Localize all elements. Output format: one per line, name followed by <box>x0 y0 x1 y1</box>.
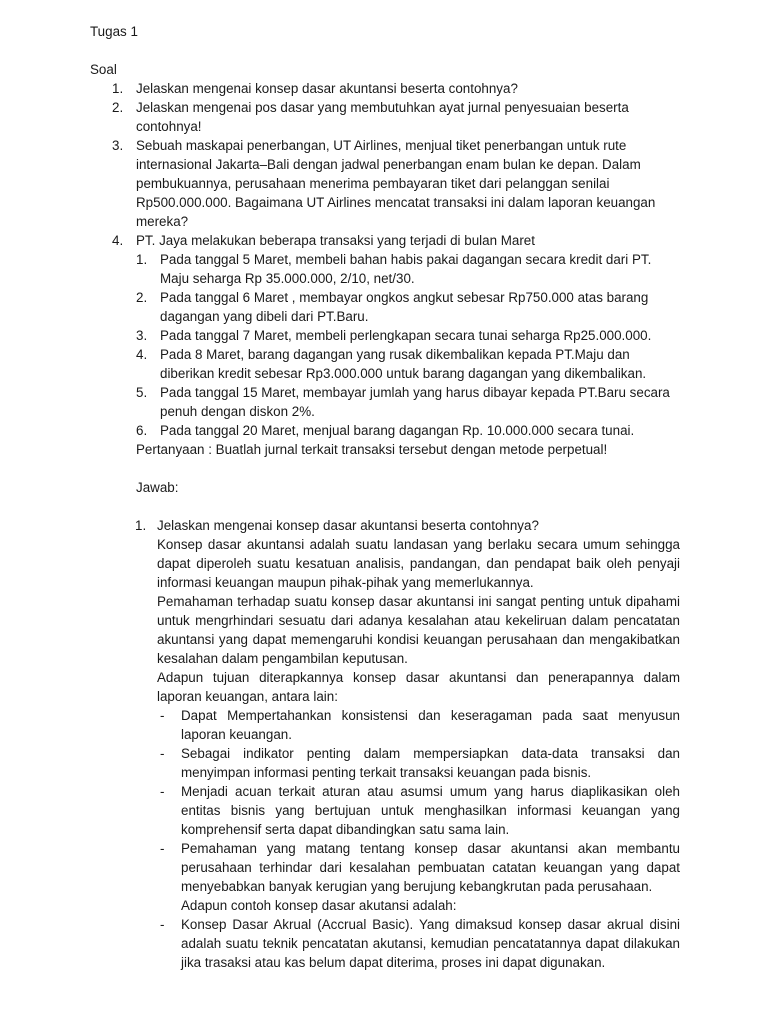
question-text: PT. Jaya melakukan beberapa transaksi yang terjadi di bulan Maret <box>136 233 535 248</box>
example-item <box>157 915 680 972</box>
question-prompt: Pertanyaan : Buatlah jurnal terkait transaksi tersebut dengan metode perpetual! <box>136 442 608 457</box>
answer-paragraph: Adapun tujuan diterapkannya konsep dasar akuntansi dan penerapannya dalam laporan keuangan, antara lain: <box>157 670 684 704</box>
answer-paragraph: Konsep dasar akuntansi adalah suatu landasan yang berlaku secara umum sehingga dapat diperoleh suatu kesatuan analisis, pandangan, dan pendapat baik oleh penyaji informasi keuangan maupun pihak-pihak yang memerlukannya. <box>157 537 684 590</box>
transaction-text: Pada tanggal 20 Maret, menjual barang dagangan Rp. 10.000.000 secara tunai. <box>160 423 635 438</box>
document-title: Tugas 1 <box>90 24 138 39</box>
goal-item <box>157 744 680 782</box>
goal-text: Pemahaman yang matang tentang konsep dasar akuntansi akan membantu perusahaan terhindar dari kesalahan pembuatan catatan keuangan yang dapat menyebabkan banyak kerugian yang berujung kebangkrutan pada perusahaan. <box>181 841 680 894</box>
transaction-item <box>136 421 680 440</box>
answer-paragraph: Adapun contoh konsep dasar akutansi adalah: <box>181 898 457 913</box>
question-number: 2. <box>112 100 124 115</box>
goal-item <box>157 782 680 839</box>
transaction-text: Pada tanggal 6 Maret , membayar ongkos angkut sebesar Rp750.000 atas barang dagangan yang dibeli dari PT.Baru. <box>160 290 649 324</box>
dash-bullet: - <box>160 784 165 799</box>
dash-bullet: - <box>160 746 165 761</box>
transaction-text: Pada tanggal 5 Maret, membeli bahan habis pakai dagangan secara kredit dari PT. Maju seharga Rp 35.000.000, 2/10, net/30. <box>160 252 652 286</box>
goal-item <box>157 839 680 896</box>
goal-text: Dapat Mempertahankan konsistensi dan keseragaman pada saat menyusun laporan keuangan. <box>181 708 680 742</box>
dash-bullet: - <box>160 708 165 723</box>
question-item <box>90 79 680 98</box>
question-item <box>90 136 680 231</box>
question-item <box>90 231 680 459</box>
transaction-number: 4. <box>136 347 148 362</box>
answer-item <box>135 516 684 972</box>
question-list <box>90 79 680 459</box>
transaction-number: 1. <box>136 252 148 267</box>
transaction-number: 6. <box>136 423 148 438</box>
question-text: Jelaskan mengenai konsep dasar akuntansi beserta contohnya? <box>136 81 518 96</box>
answer-question: Jelaskan mengenai konsep dasar akuntansi beserta contohnya? <box>157 518 539 533</box>
example-text: Konsep Dasar Akrual (Accrual Basic). Yang dimaksud konsep dasar akrual disini adalah suatu teknik pencatatan akutansi, kemudian pencatatannya dapat dilakukan jika trasaksi atau kas belum dapat diterima, proses ini dapat digunakan. <box>181 917 680 970</box>
answer-paragraph: Pemahaman terhadap suatu konsep dasar akuntansi ini sangat penting untuk dipahami untuk mengrhindari sesuatu dari adanya kesalahan atau kekeliruan dalam pencatatan akuntansi yang dapat memengaruhi kondisi keuangan perusahaan dan mengakibatkan kesalahan dalam pengambilan keputusan. <box>157 594 684 666</box>
transaction-item <box>136 345 680 383</box>
transaction-item <box>136 288 680 326</box>
question-item <box>90 98 680 136</box>
goal-item <box>157 706 680 744</box>
goal-text: Sebagai indikator penting dalam mempersiapkan data-data transaksi dan menyimpan informasi penting terkait transaksi keuangan pada bisnis. <box>181 746 680 780</box>
transaction-number: 5. <box>136 385 148 400</box>
answer-number: 1. <box>135 518 147 533</box>
transaction-item <box>136 326 680 345</box>
transaction-number: 2. <box>136 290 148 305</box>
jawab-heading: Jawab: <box>136 480 179 495</box>
transaction-text: Pada 8 Maret, barang dagangan yang rusak dikembalikan kepada PT.Maju dan diberikan kredit sebesar Rp3.000.000 untuk barang dagangan yang dikembalikan. <box>160 347 647 381</box>
soal-heading: Soal <box>90 62 117 77</box>
transaction-item <box>136 250 680 288</box>
answer-section <box>90 516 684 972</box>
transaction-item <box>136 383 680 421</box>
question-number: 3. <box>112 138 124 153</box>
transaction-text: Pada tanggal 15 Maret, membayar jumlah yang harus dibayar kepada PT.Baru secara penuh dengan diskon 2%. <box>160 385 670 419</box>
question-number: 4. <box>112 233 124 248</box>
goal-text: Menjadi acuan terkait aturan atau asumsi umum yang harus diaplikasikan oleh entitas bisnis yang bertujuan untuk menghasilkan informasi keuangan yang komprehensif serta dapat dibandingkan satu sama lain. <box>181 784 680 837</box>
transaction-text: Pada tanggal 7 Maret, membeli perlengkapan secara tunai seharga Rp25.000.000. <box>160 328 652 343</box>
question-text: Jelaskan mengenai pos dasar yang membutuhkan ayat jurnal penyesuaian beserta contohnya! <box>136 100 629 134</box>
question-text: Sebuah maskapai penerbangan, UT Airlines, menjual tiket penerbangan untuk rute internasional Jakarta–Bali dengan jadwal penerbangan enam bulan ke depan. Dalam pembukuannya, perusahaan menerima pembayaran tiket dari pelanggan senilai Rp500.000.000. Bagaimana UT Airlines mencatat transaksi ini dalam laporan keuangan mereka? <box>136 138 656 229</box>
dash-bullet: - <box>160 917 165 932</box>
transaction-list <box>136 250 680 440</box>
dash-bullet: - <box>160 841 165 856</box>
transaction-number: 3. <box>136 328 148 343</box>
question-number: 1. <box>112 81 124 96</box>
